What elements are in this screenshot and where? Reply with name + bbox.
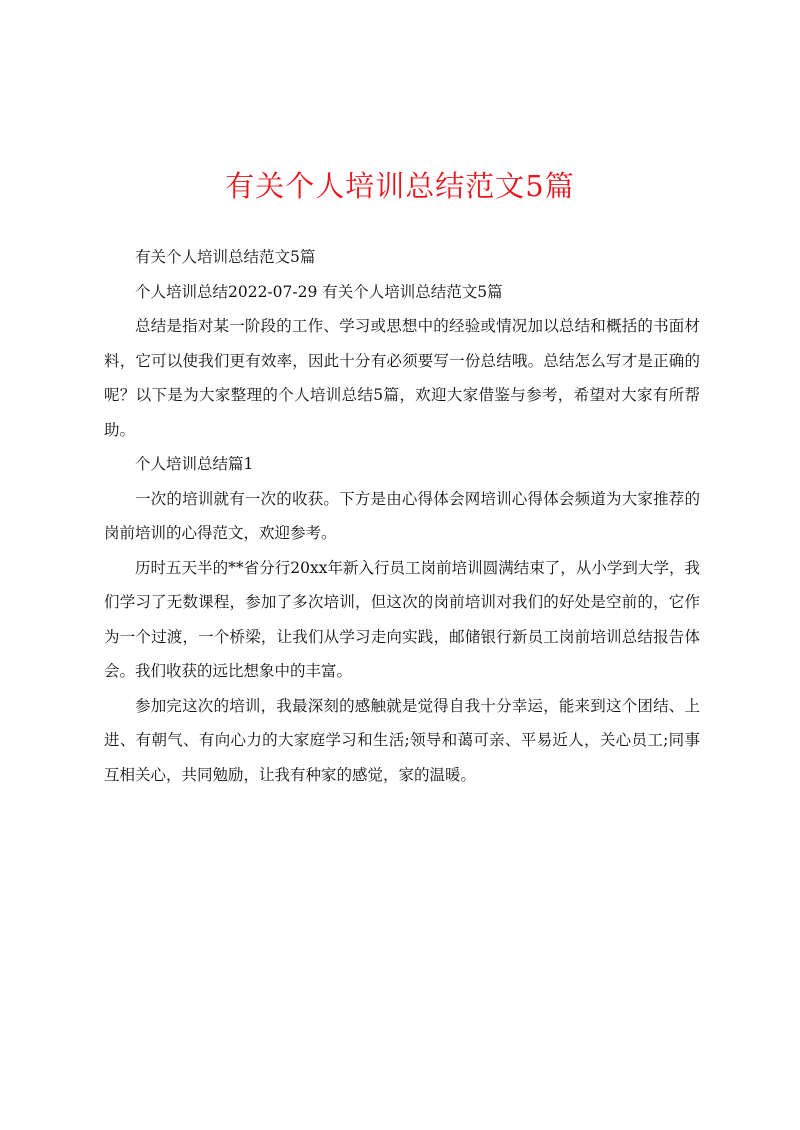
paragraph-section1-body: 历时五天半的**省分行20xx年新入行员工岗前培训圆满结束了，从小学到大学，我们学习了无数课程，参加了多次培训，但这次的岗前培训对我们的好处是空前的，它作为一个过渡，一个桥梁，让我们从学习走向实践，邮储银行新员工岗前培训总结报告体会。我们收获的远比想象中的丰富。 xyxy=(104,558,700,680)
paragraph-section1-feeling: 参加完这次的培训，我最深刻的感触就是觉得自我十分幸运，能来到这个团结、上进、有朝气、有向心力的大家庭学习和生活;领导和蔼可亲、平易近人，关心员工;同事互相关心，共同勉励，让我有种家的感觉，家的温暖。 xyxy=(104,696,700,784)
document-body xyxy=(104,240,700,792)
document-title: 有关个人培训总结范文5篇 xyxy=(225,169,575,203)
section-heading-1: 个人培训总结篇1 xyxy=(135,455,254,473)
paragraph-heading-repeat: 有关个人培训总结范文5篇 xyxy=(135,248,316,266)
paragraph-meta: 个人培训总结2022-07-29 有关个人培训总结范文5篇 xyxy=(135,282,503,301)
paragraph-section1-intro: 一次的培训就有一次的收获。下方是由心得体会网培训心得体会频道为大家推荐的岗前培训的心得范文，欢迎参考。 xyxy=(104,489,700,542)
paragraph-intro: 总结是指对某一阶段的工作、学习或思想中的经验或情况加以总结和概括的书面材料，它可以使我们更有效率，因此十分有必须要写一份总结哦。总结怎么写才是正确的呢？以下是为大家整理的个人培训总结5篇，欢迎大家借鉴与参考，希望对大家有所帮助。 xyxy=(104,317,700,439)
